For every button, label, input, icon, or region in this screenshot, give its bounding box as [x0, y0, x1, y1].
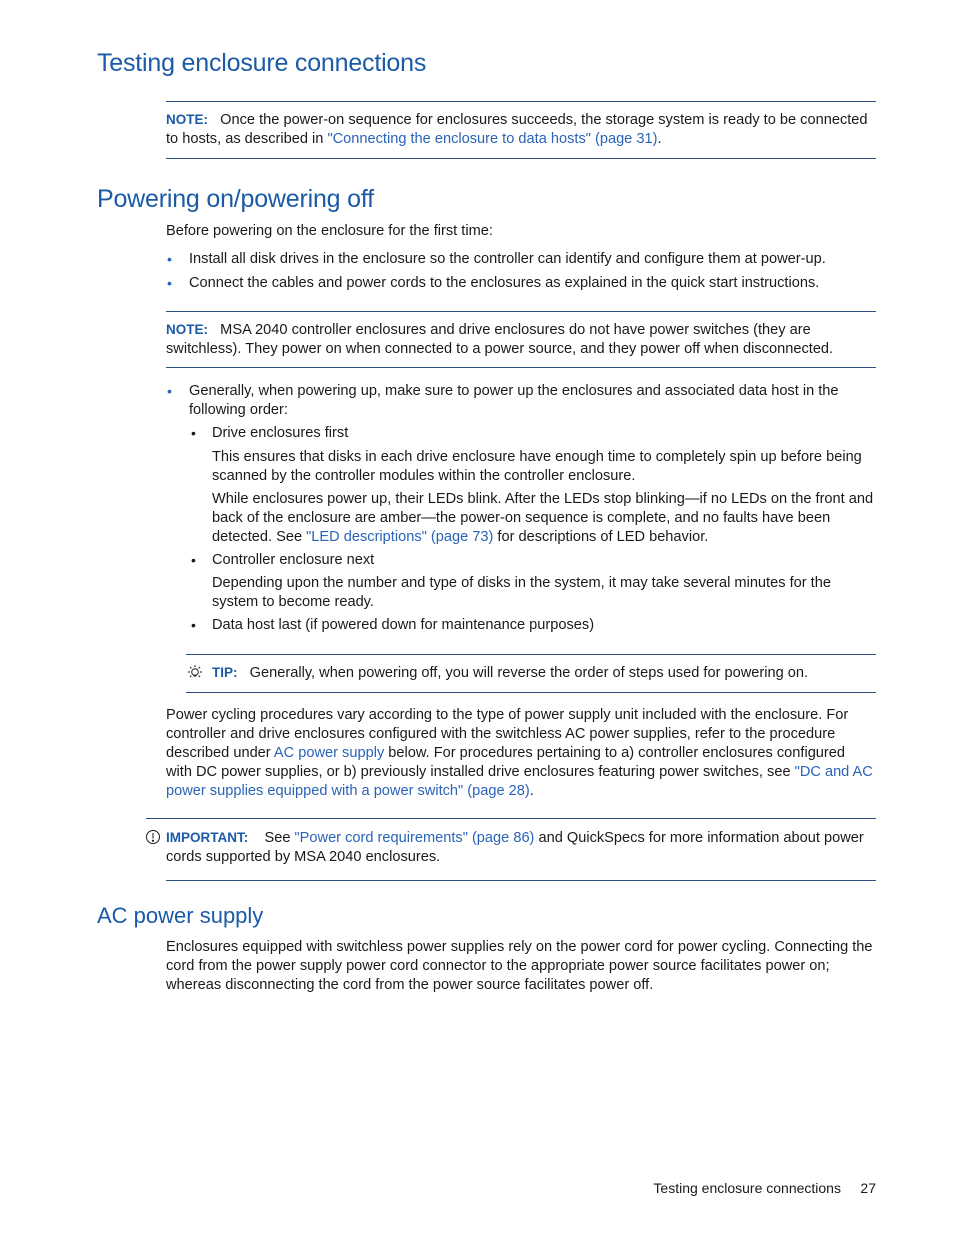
page-footer [600, 1179, 876, 1198]
bullet-marker: • [167, 383, 172, 399]
lightbulb-icon [186, 664, 204, 688]
important-label: IMPORTANT: [166, 830, 249, 845]
tip-power-off [212, 663, 876, 683]
tip-rule-top [186, 654, 876, 655]
tip-rule-bottom [186, 692, 876, 693]
link-connecting-enclosure[interactable]: "Connecting the enclosure to data hosts" (page 31) [327, 131, 658, 147]
bullet-install-drives: Install all disk drives in the enclosure so the controller can identify and configure them at power-up. [189, 251, 826, 267]
section-title-powering: Powering on/powering off [97, 185, 374, 213]
footer-section: Testing enclosure connections [653, 1180, 841, 1196]
note-label: NOTE: [166, 112, 208, 127]
note-rule-bottom [166, 367, 876, 368]
bullet-connect-cables: Connect the cables and power cords to the enclosures as explained in the quick start instructions. [189, 275, 820, 291]
link-ac-power-supply[interactable]: AC power supply [273, 745, 385, 761]
important-rule-bottom [166, 880, 876, 881]
step-drive-enclosures-detail: This ensures that disks in each drive enclosure have enough time to completely spin up before being scanned by the controller modules within the controller enclosure. [212, 449, 862, 484]
note-label: NOTE: [166, 322, 208, 337]
page-number: 27 [860, 1180, 876, 1196]
tip-text: Generally, when powering off, you will reverse the order of steps used for powering on. [249, 665, 809, 681]
tip-label: TIP: [212, 665, 238, 680]
note-text: Once the power-on sequence for enclosures succeeds, the storage system is ready to be connected to hosts, as described in [166, 112, 868, 147]
note-connect-hosts: NOTE: Once the power-on sequence for enclosures succeeds, the storage system is ready to be connected to hosts, as described in "Connecting the enclosure to data hosts" (page 31). [166, 112, 868, 147]
exclamation-circle-icon [145, 829, 161, 851]
sub-bullet-marker: • [191, 617, 196, 633]
note-rule-top [166, 311, 876, 312]
step-drive-enclosures: Drive enclosures first [212, 425, 349, 441]
note-text: MSA 2040 controller enclosures and drive enclosures do not have power switches (they are switchless). They power on when connected to a power source, and they power off when disconnected. [166, 322, 834, 357]
bullet-power-order: Generally, when powering up, make sure to power up the enclosures and associated data host in the following order: [189, 383, 839, 418]
important-power-cords: IMPORTANT: See "Power cord requirements" (page 86) and QuickSpecs for more information about power cords supported by MSA 2040 enclosures. [166, 830, 864, 865]
important-rule-top [146, 818, 876, 819]
section-title-testing: Testing enclosure connections [97, 49, 427, 77]
bullet-marker: • [167, 275, 172, 291]
section-title-ac-power: AC power supply [97, 903, 264, 928]
step-controller-enclosure: Controller enclosure next [212, 552, 375, 568]
ac-power-paragraph: Enclosures equipped with switchless power supplies rely on the power cord for power cycling. Connecting the cord from the power supply power cord connector to the appropriate power source facilitates power on; whereas disconnecting the cord from the power source facilitates power off. [166, 939, 873, 993]
sub-bullet-marker: • [191, 552, 196, 568]
note-rule-top [166, 101, 876, 102]
bullet-marker: • [167, 251, 172, 267]
note-switchless [166, 320, 866, 359]
powering-intro: Before powering on the enclosure for the first time: [166, 223, 493, 239]
link-led-descriptions[interactable]: "LED descriptions" (page 73) [306, 529, 494, 545]
step-drive-enclosures-leds: While enclosures power up, their LEDs blink. After the LEDs stop blinking—if no LEDs on the front and back of the enclosure are amber—the power-on sequence is complete, and no faults have been detected. See "LED descriptions" (page 73) for descriptions of LED behavior. [212, 491, 874, 545]
link-dc-ac-power-supplies[interactable]: "DC and AC power supplies equipped with a power switch" (page 28) [166, 764, 873, 799]
power-cycling-paragraph: Power cycling procedures vary according to the type of power supply unit included with the enclosure. For controller and drive enclosures configured with the switchless AC power supplies, refer to the procedure described under AC power supply below. For procedures pertaining to a) controller enclosures configured with DC power supplies, or b) previously installed drive enclosures featuring power switches, see "DC and AC power supplies equipped with a power switch" (page 28). [166, 707, 873, 799]
link-power-cord-requirements[interactable]: "Power cord requirements" (page 86) [294, 830, 535, 846]
note-rule-bottom [166, 158, 876, 159]
step-data-host: Data host last (if powered down for maintenance purposes) [212, 617, 595, 633]
sub-bullet-marker: • [191, 425, 196, 441]
step-controller-enclosure-detail: Depending upon the number and type of disks in the system, it may take several minutes for the system to become ready. [212, 575, 831, 610]
